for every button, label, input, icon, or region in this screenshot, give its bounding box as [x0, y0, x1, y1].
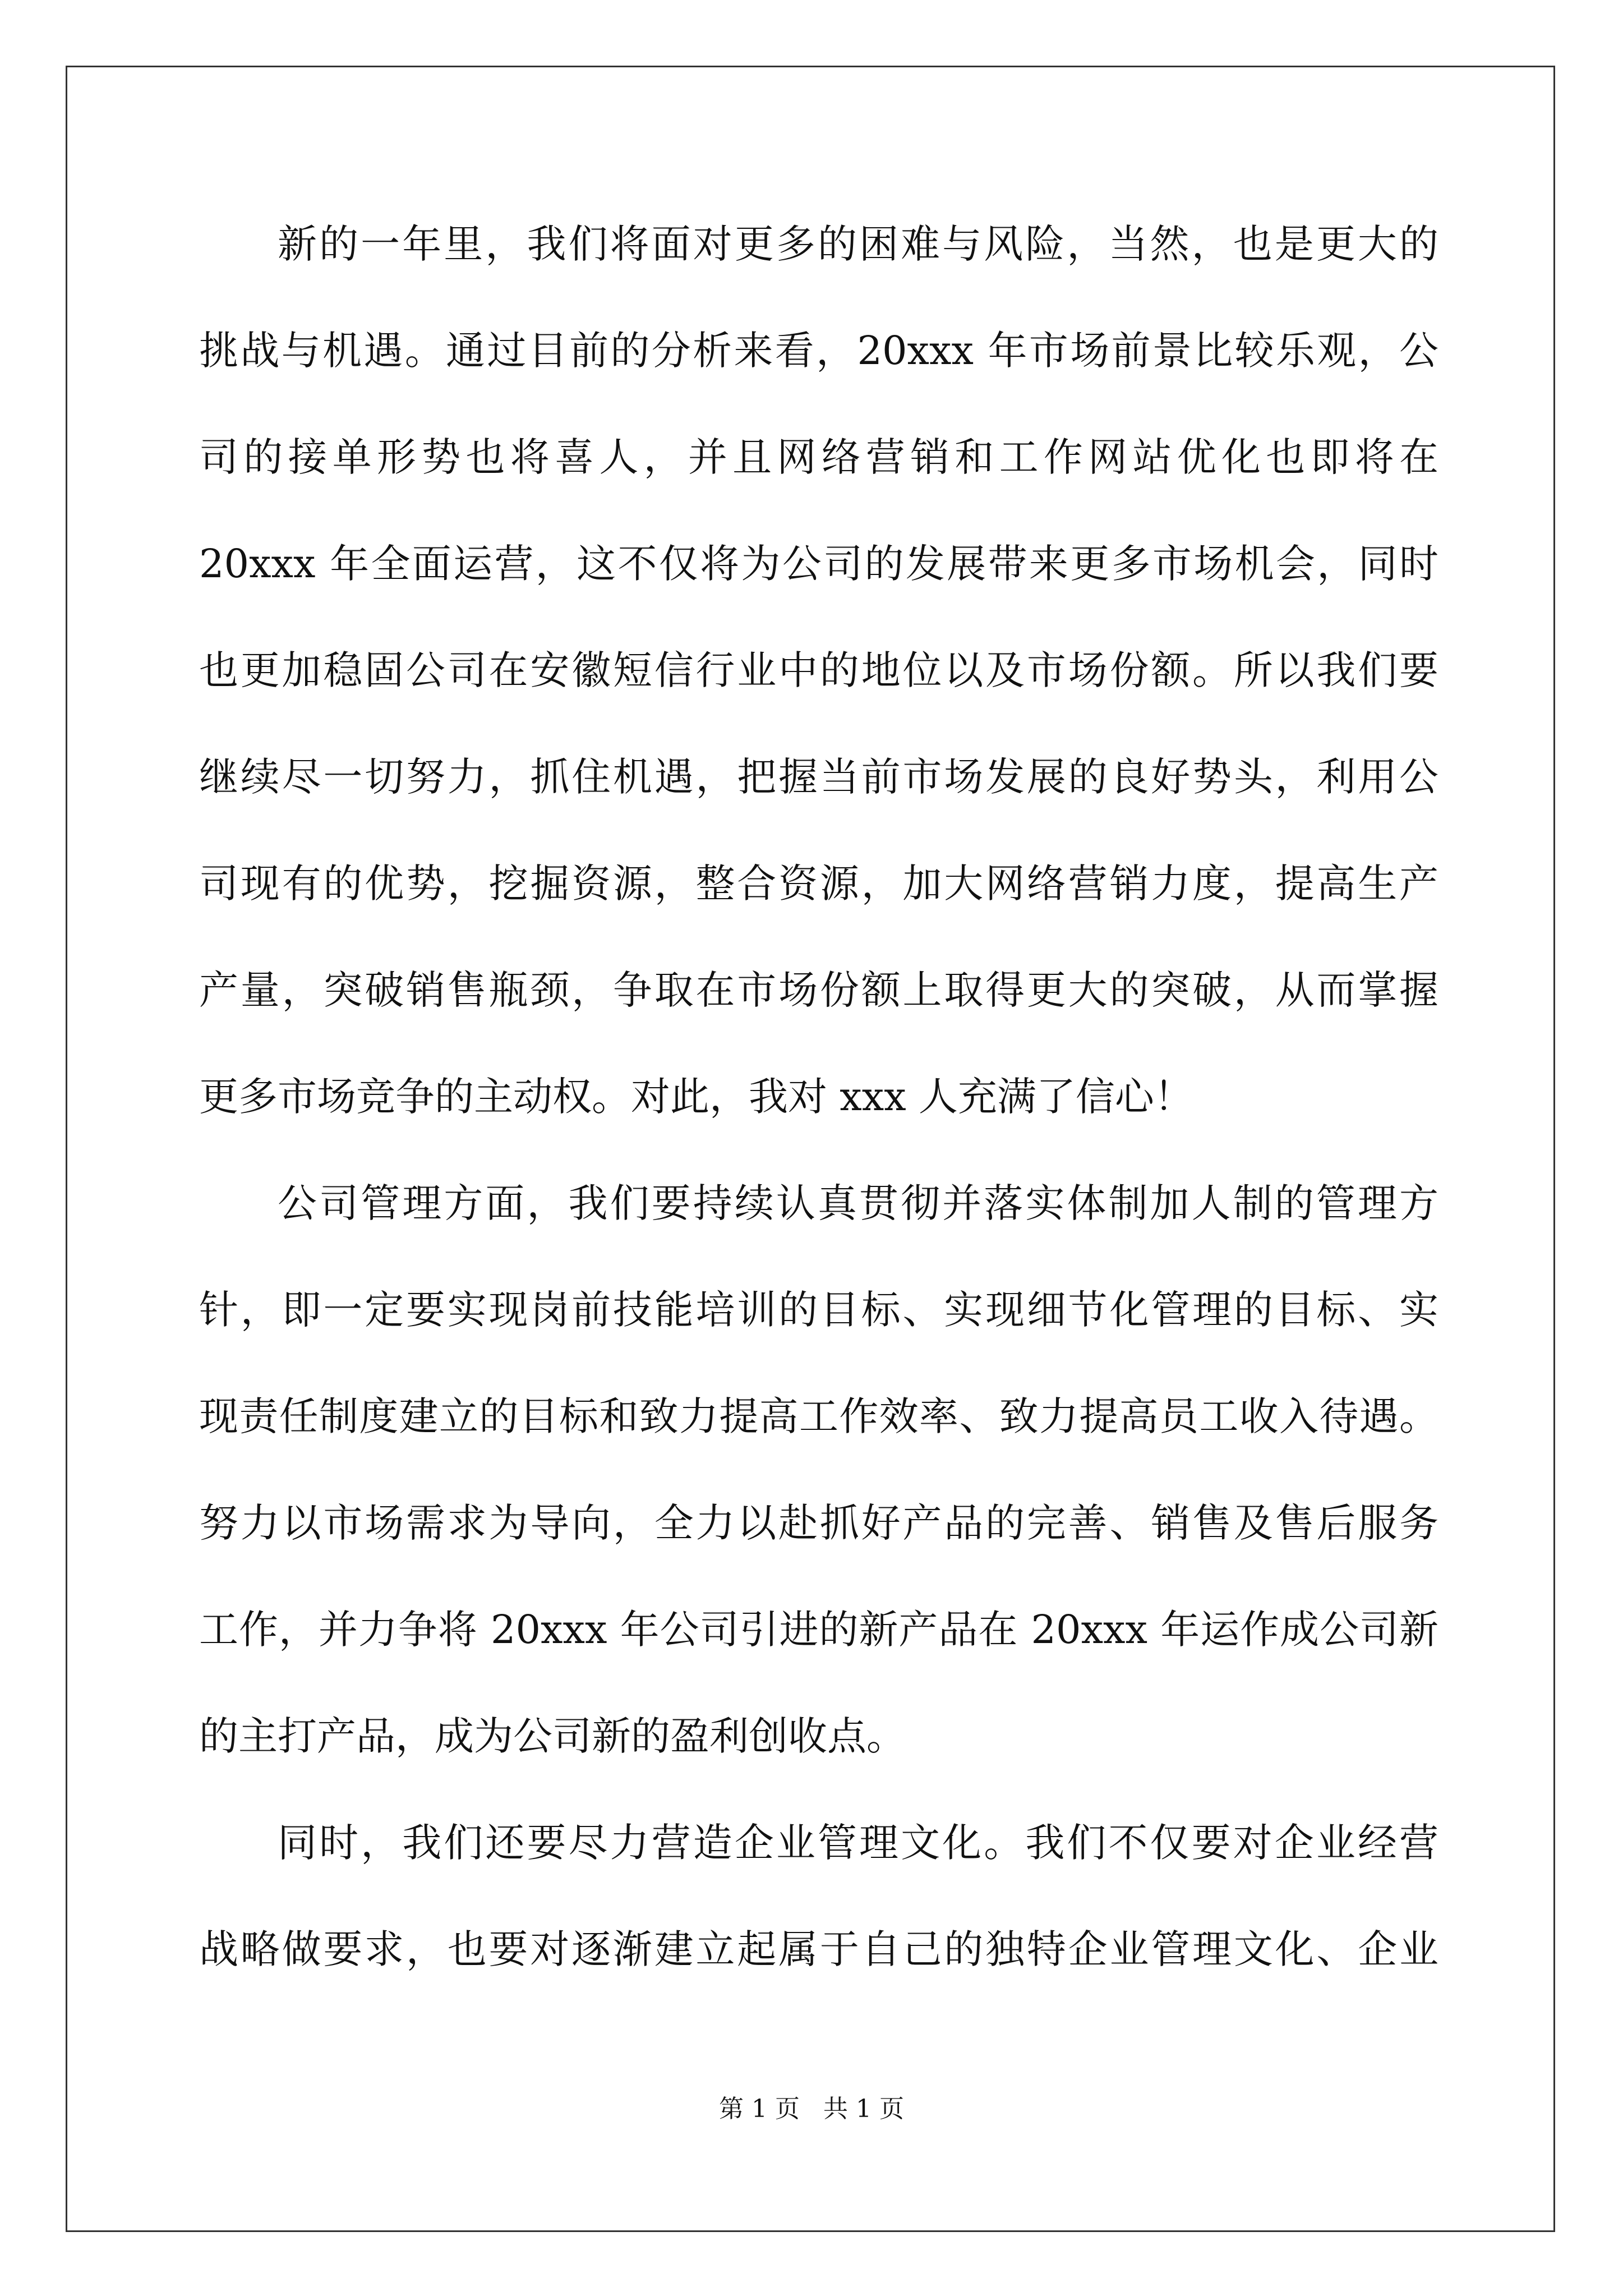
paragraph-2-line-1: 公司管理方面，我们要持续认真贯彻并落实体制加人制的管理方	[278, 1180, 1438, 1226]
paragraph-1-line-4: 20xxx 年全面运营，这不仅将为公司的发展带来更多市场机会，同时	[199, 541, 1438, 587]
paragraph-1-line-6: 继续尽一切努力，抓住机遇，把握当前市场发展的良好势头，利用公	[199, 754, 1438, 800]
page-footer	[0, 2092, 1623, 2126]
paragraph-1-line-1: 新的一年里，我们将面对更多的困难与风险，当然，也是更大的	[278, 221, 1438, 267]
page-number: 第 1 页	[719, 2095, 800, 2123]
paragraph-3-line-1: 同时，我们还要尽力营造企业管理文化。我们不仅要对企业经营	[278, 1820, 1438, 1866]
paragraph-3-line-2: 战略做要求，也要对逐渐建立起属于自己的独特企业管理文化、企业	[199, 1926, 1438, 1972]
page-border	[66, 66, 1555, 2232]
paragraph-1-line-2: 挑战与机遇。通过目前的分析来看，20xxx 年市场前景比较乐观，公	[199, 328, 1438, 374]
paragraph-2-line-4: 努力以市场需求为导向，全力以赴抓好产品的完善、销售及售后服务	[199, 1500, 1438, 1546]
page-total: 共 1 页	[823, 2095, 904, 2123]
paragraph-1-line-3: 司的接单形势也将喜人，并且网络营销和工作网站优化也即将在	[199, 434, 1438, 480]
paragraph-2-line-5: 工作，并力争将 20xxx 年公司引进的新产品在 20xxx 年运作成公司新	[199, 1607, 1438, 1653]
paragraph-2-line-6: 的主打产品，成为公司新的盈利创收点。	[199, 1713, 906, 1759]
paragraph-2-line-2: 针，即一定要实现岗前技能培训的目标、实现细节化管理的目标、实	[199, 1287, 1438, 1333]
paragraph-1-line-9: 更多市场竞争的主动权。对此，我对 xxx 人充满了信心！	[199, 1074, 1193, 1120]
paragraph-2-line-3: 现责任制度建立的目标和致力提高工作效率、致力提高员工收入待遇。	[199, 1393, 1438, 1439]
paragraph-1-line-8: 产量，突破销售瓶颈，争取在市场份额上取得更大的突破，从而掌握	[199, 967, 1438, 1013]
paragraph-1-line-5: 也更加稳固公司在安徽短信行业中的地位以及市场份额。所以我们要	[199, 647, 1438, 693]
paragraph-1-line-7: 司现有的优势，挖掘资源，整合资源，加大网络营销力度，提高生产	[199, 861, 1438, 907]
